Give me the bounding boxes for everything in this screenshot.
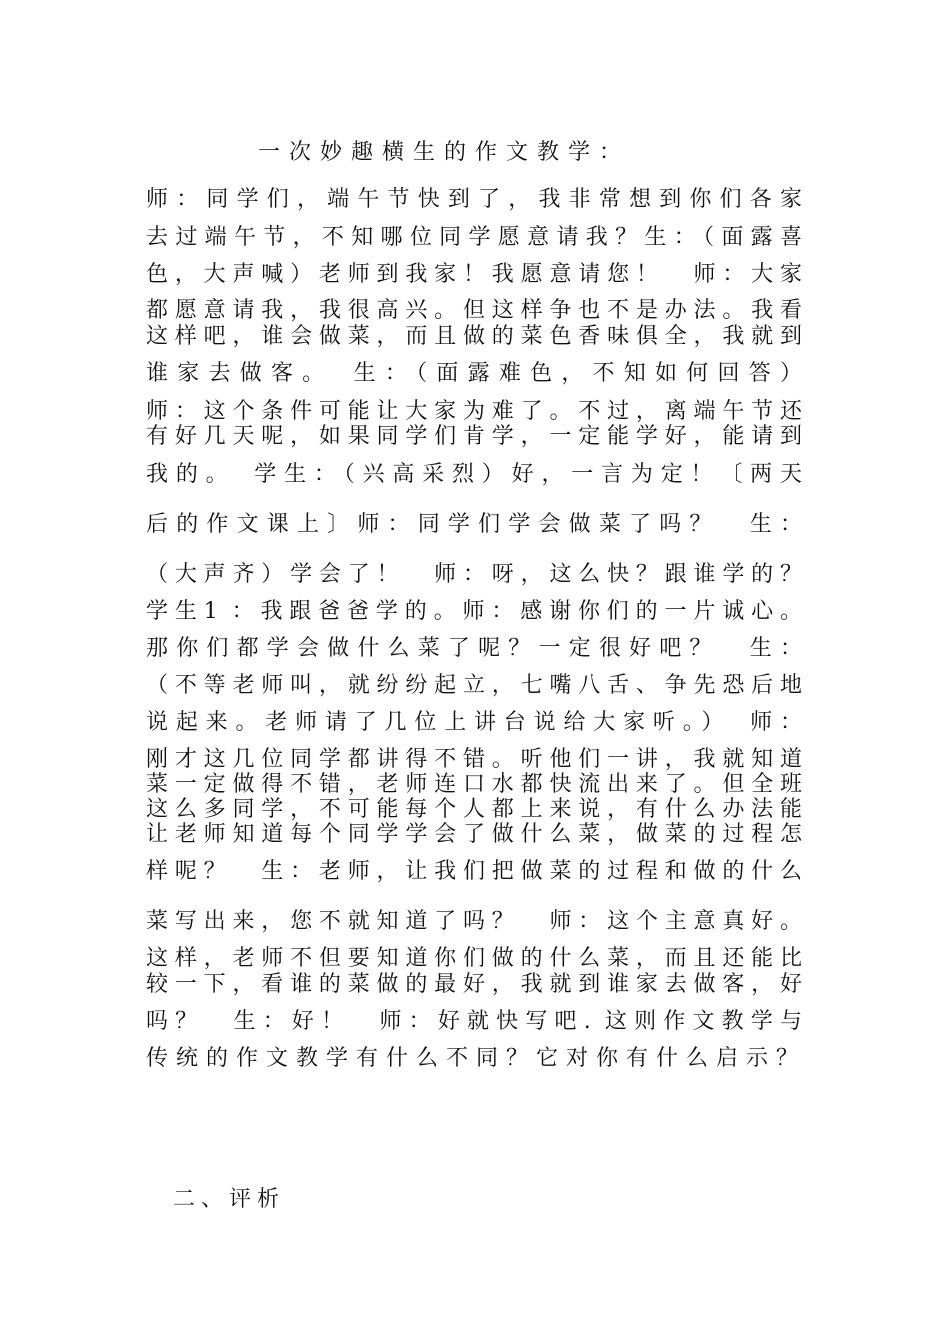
paragraph-line: 吗？ 生：好！ 师：好就快写吧. 这则作文教学与: [146, 1009, 802, 1034]
paragraph-line: 让老师知道每个同学学会了做什么菜，做菜的过程怎: [146, 822, 802, 847]
document-title: 一次妙趣横生的作文教学：: [258, 140, 631, 165]
paragraph-line: 较一下，看谁的菜做的最好，我就到谁家去做客，好: [146, 972, 802, 997]
paragraph-line: 我的。 学生：（兴高采烈）好，一言为定！〔两天: [146, 462, 802, 487]
paragraph-line: 师：同学们，端午节快到了，我非常想到你们各家: [146, 187, 802, 212]
paragraph-line: 有好几天呢，如果同学们肯学，一定能学好，能请到: [146, 424, 802, 449]
paragraph-line: 都愿意请我，我很高兴。但这样争也不是办法。我看: [146, 298, 802, 323]
section-heading: 二、评析: [173, 1187, 286, 1212]
paragraph-line: 这样，老师不但要知道你们做的什么菜，而且还能比: [146, 946, 802, 971]
paragraph-line: 刚才这几位同学都讲得不错。听他们一讲，我就知道: [146, 747, 802, 772]
paragraph-line: 说起来。老师请了几位上讲台说给大家听。） 师：: [146, 710, 802, 735]
paragraph-line: 色，大声喊）老师到我家！我愿意请您！ 师：大家: [146, 262, 802, 287]
paragraph-line: 样呢？ 生：老师，让我们把做菜的过程和做的什么: [146, 859, 802, 884]
paragraph-line: 这么多同学，不可能每个人都上来说，有什么办法能: [146, 797, 802, 822]
paragraph-line: （大声齐）学会了！ 师：呀，这么快？跟谁学的？: [146, 562, 802, 587]
paragraph-line: （不等老师叫，就纷纷起立，七嘴八舌、争先恐后地: [146, 673, 802, 698]
paragraph-line: 谁家去做客。 生：（面露难色，不知如何回答）: [146, 361, 802, 386]
paragraph-line: 那你们都学会做什么菜了呢？一定很好吧？ 生：: [146, 636, 802, 661]
paragraph-line: 菜写出来，您不就知道了吗？ 师：这个主意真好。: [146, 909, 802, 934]
paragraph-line: 传统的作文教学有什么不同？它对你有什么启示？: [146, 1046, 807, 1071]
paragraph-line: 去过端午节，不知哪位同学愿意请我？生：（面露喜: [146, 225, 802, 250]
paragraph-line: 菜一定做得不错，老师连口水都快流出来了。但全班: [146, 772, 802, 797]
paragraph-line: 学生1 ：我跟爸爸学的。师：感谢你们的一片诚心。: [146, 599, 802, 624]
paragraph-line: 这样吧，谁会做菜，而且做的菜色香味俱全，我就到: [146, 324, 802, 349]
paragraph-line: 师：这个条件可能让大家为难了。不过，离端午节还: [146, 399, 802, 424]
paragraph-line: 后的作文课上〕师：同学们学会做菜了吗？ 生：: [146, 512, 802, 537]
